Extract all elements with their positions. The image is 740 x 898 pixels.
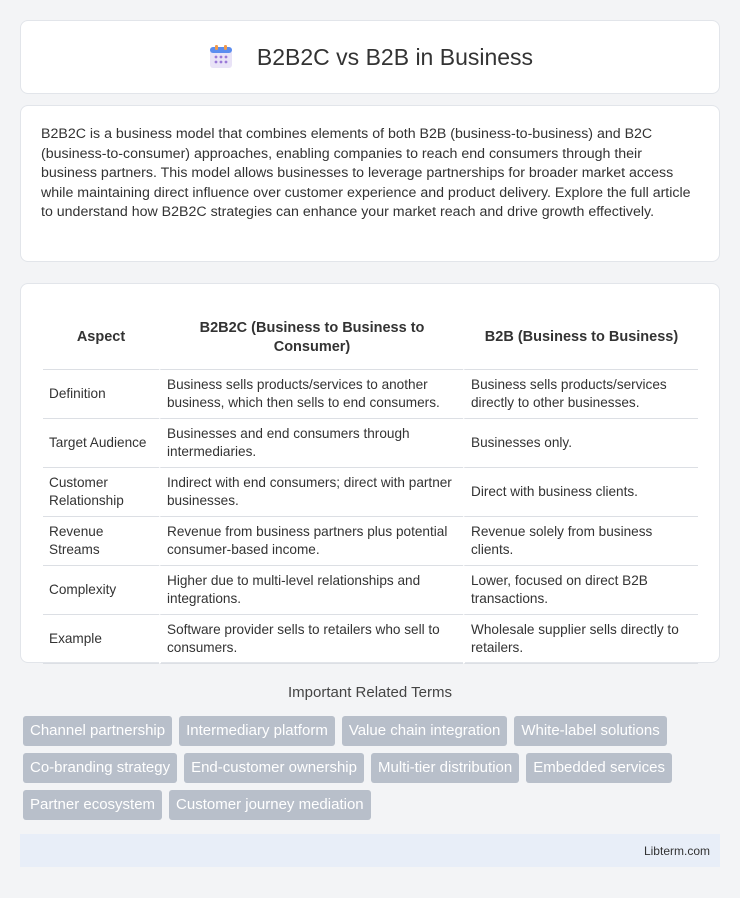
row-aspect: Revenue Streams	[43, 517, 159, 566]
table-row	[43, 468, 698, 517]
related-terms-tags	[23, 716, 723, 820]
table-row	[43, 419, 698, 468]
related-term-tag[interactable]: Customer journey mediation	[169, 790, 371, 820]
row-b2b2c: Businesses and end consumers through intermediaries.	[159, 419, 463, 468]
footer	[20, 834, 720, 867]
row-b2b2c: Indirect with end consumers; direct with partner businesses.	[159, 468, 463, 517]
row-b2b: Revenue solely from business clients.	[463, 517, 698, 566]
page-title: B2B2C vs B2B in Business	[256, 43, 534, 70]
row-b2b: Wholesale supplier sells directly to retailers.	[463, 615, 698, 664]
row-b2b2c: Higher due to multi-level relationships and integrations.	[159, 566, 463, 615]
related-term-tag[interactable]: Value chain integration	[342, 716, 508, 746]
related-terms-title: Important Related Terms	[288, 684, 452, 701]
row-aspect: Target Audience	[43, 419, 159, 468]
row-b2b: Businesses only.	[463, 419, 698, 468]
related-term-tag[interactable]: Intermediary platform	[179, 716, 335, 746]
header-aspect: Aspect	[43, 306, 159, 370]
comparison-table	[43, 306, 698, 664]
row-b2b: Business sells products/services directly to other businesses.	[463, 370, 698, 419]
row-b2b2c: Revenue from business partners plus potential consumer-based income.	[159, 517, 463, 566]
intro-text: B2B2C is a business model that combines elements of both B2B (business-to-business) and B2C (business-to-consumer) approaches, enabling companies to reach end consumers through their business partners. This model allows businesses to leverage partnerships for broader market access while maintaining direct influence over customer experience and product delivery. Explore the full article to understand how B2B2C strategies can enhance your market reach and drive growth effectively.	[41, 126, 691, 221]
related-term-tag[interactable]: Partner ecosystem	[23, 790, 162, 820]
row-b2b: Direct with business clients.	[463, 468, 698, 517]
related-term-tag[interactable]: Multi-tier distribution	[371, 753, 519, 783]
table-row	[43, 517, 698, 566]
row-b2b2c: Business sells products/services to another business, which then sells to end consumers.	[159, 370, 463, 419]
related-term-tag[interactable]: End-customer ownership	[184, 753, 364, 783]
row-aspect: Customer Relationship	[43, 468, 159, 517]
table-row	[43, 370, 698, 419]
row-b2b: Lower, focused on direct B2B transactions.	[463, 566, 698, 615]
related-term-tag[interactable]: Embedded services	[526, 753, 672, 783]
title-card	[20, 20, 720, 94]
table-row	[43, 566, 698, 615]
table-row	[43, 615, 698, 664]
row-aspect: Complexity	[43, 566, 159, 615]
table-header-row	[43, 306, 698, 370]
footer-site-link[interactable]: Libterm.com	[643, 843, 710, 858]
header-b2b: B2B (Business to Business)	[463, 306, 698, 370]
related-term-tag[interactable]: White-label solutions	[514, 716, 666, 746]
row-aspect: Definition	[43, 370, 159, 419]
related-term-tag[interactable]: Co-branding strategy	[23, 753, 177, 783]
intro-card	[20, 105, 720, 262]
row-aspect: Example	[43, 615, 159, 664]
comparison-card	[20, 283, 720, 663]
header-b2b2c: B2B2C (Business to Business to Consumer)	[159, 306, 463, 370]
calendar-icon	[207, 43, 235, 71]
row-b2b2c: Software provider sells to retailers who sell to consumers.	[159, 615, 463, 664]
related-term-tag[interactable]: Channel partnership	[23, 716, 172, 746]
